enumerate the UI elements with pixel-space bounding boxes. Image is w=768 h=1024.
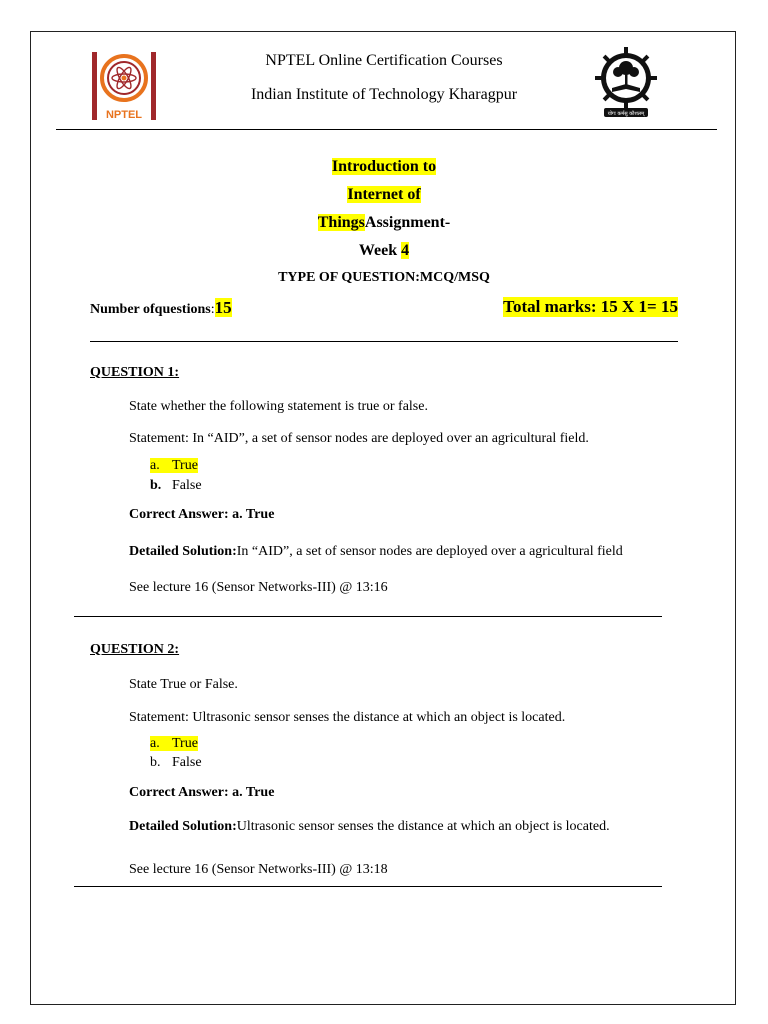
- title-line-2: Internet of: [347, 186, 421, 203]
- header-institute-line: Indian Institute of Technology Kharagpur: [250, 86, 518, 103]
- question-2-option-a: a. True: [150, 736, 198, 751]
- title-line-3: ThingsAssignment-: [317, 214, 451, 231]
- nptel-logo-text: NPTEL: [105, 109, 143, 121]
- header-divider: [56, 129, 717, 130]
- question-1-option-a: a. True: [150, 458, 198, 473]
- question-1-prompt: State whether the following statement is true or false.: [129, 399, 428, 414]
- title-line-1: Introduction to: [331, 158, 437, 175]
- title-line-4: Week 4: [358, 242, 410, 259]
- question-type: TYPE OF QUESTION:MCQ/MSQ: [278, 270, 490, 285]
- question-1-divider: [74, 616, 662, 617]
- question-2-divider: [74, 886, 662, 887]
- question-2-heading: QUESTION 2:: [90, 642, 180, 657]
- question-1-heading: QUESTION 1:: [90, 365, 180, 380]
- question-2-prompt: State True or False.: [129, 677, 238, 692]
- iit-seal-motto: योगः कर्मसु कौशलम्: [607, 111, 645, 117]
- question-1-statement: Statement: In “AID”, a set of sensor nodes are deployed over an agricultural field.: [129, 431, 589, 446]
- question-1-correct-answer: Correct Answer: a. True: [129, 507, 275, 522]
- question-2-option-b: b. False: [150, 755, 202, 770]
- question-1-solution: Detailed Solution:In “AID”, a set of sensor nodes are deployed over a agricultural field: [129, 544, 623, 559]
- question-2-statement: Statement: Ultrasonic sensor senses the distance at which an object is located.: [129, 710, 566, 725]
- header-org-line: NPTEL Online Certification Courses: [265, 52, 503, 69]
- question-1-reference: See lecture 16 (Sensor Networks-III) @ 13:16: [129, 580, 388, 595]
- question-2-reference: See lecture 16 (Sensor Networks-III) @ 13:18: [129, 862, 388, 877]
- total-marks: Total marks: 15 X 1= 15: [503, 297, 678, 316]
- question-2-solution: Detailed Solution:Ultrasonic sensor senses the distance at which an object is located.: [129, 819, 610, 834]
- number-of-questions: Number ofquestions:15: [90, 298, 232, 317]
- question-2-correct-answer: Correct Answer: a. True: [129, 785, 275, 800]
- title-divider: [90, 341, 678, 342]
- question-1-option-b: b. False: [150, 478, 202, 493]
